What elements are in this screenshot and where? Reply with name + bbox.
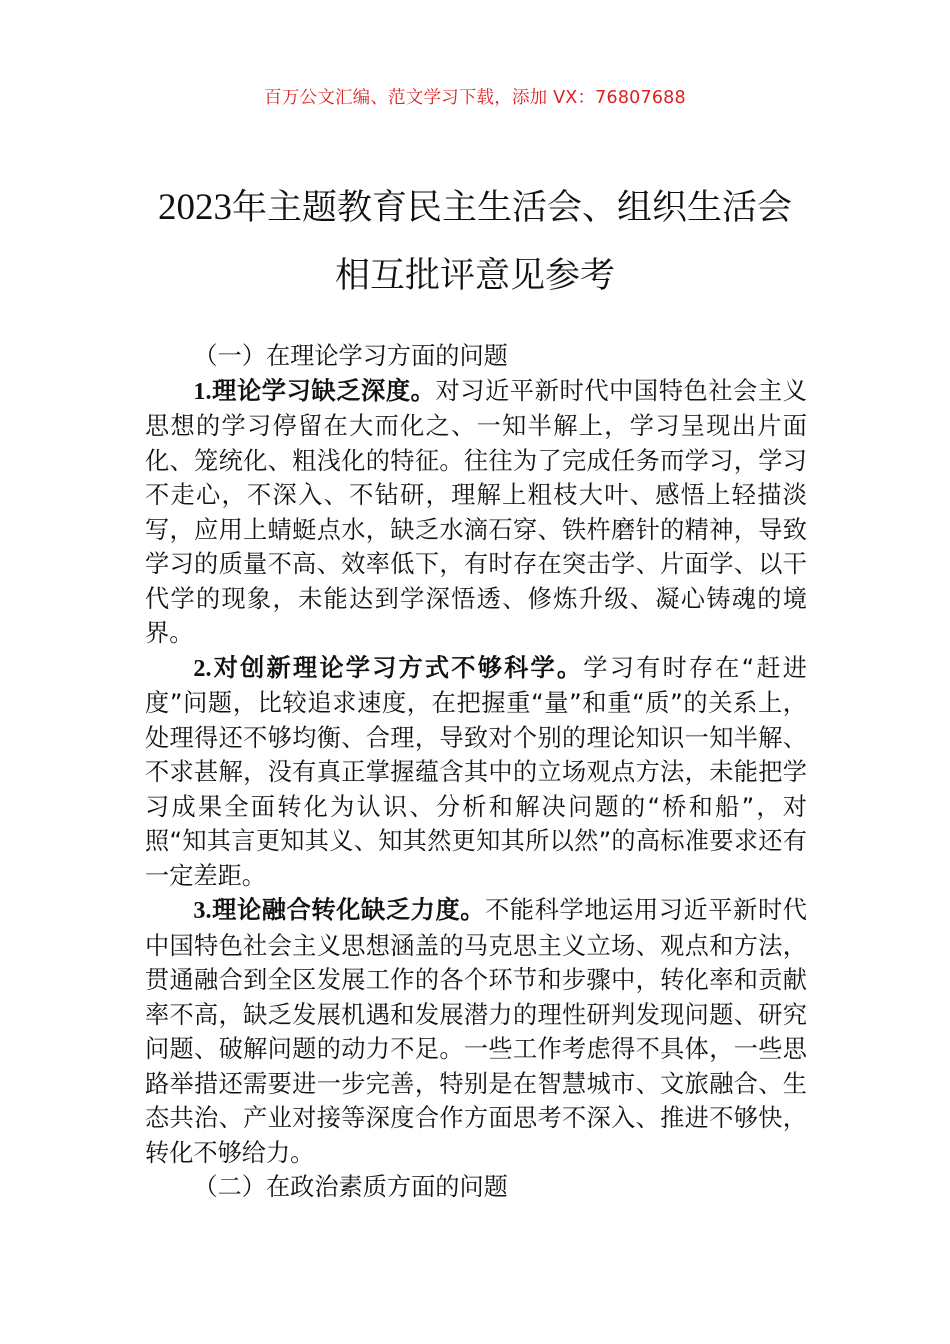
promo-header: 百万公文汇编、范文学习下载，添加 VX：76807688 — [264, 88, 686, 108]
item-body: 不能科学地运用习近平新时代中国特色社会主义思想涵盖的马克思主义立场、观点和方法，贯通融合到全区发展工作的各个环节和步骤中，转化率和贡献率不高，缺乏发展机遇和发展潜力的理性研判发现问题、研究问题、破解问题的动力不足。一些工作考虑得不具体，一些思路举措还需要进一步完善，特别是在智慧城市、文旅融合、生态共治、产业对接等深度合作方面思考不深入、推进不够快，转化不够给力。 — [145, 896, 807, 1167]
document-title-line-2: 相互批评意见参考 — [334, 256, 615, 296]
document-body — [145, 339, 807, 1205]
item-lead: 1.理论学习缺乏深度。 — [193, 376, 436, 405]
item-body: 对习近平新时代中国特色社会主义思想的学习停留在大而化之、一知半解上，学习呈现出片面化、笼统化、粗浅化的特征。往往为了完成任务而学习，学习不走心，不深入、不钻研，理解上粗枝大叶、感悟上轻描淡写，应用上蜻蜓点水，缺乏水滴石穿、铁杵磨针的精神，导致学习的质量不高、效率低下，有时存在突击学、片面学、以干代学的现象，未能达到学深悟透、修炼升级、凝心铸魂的境界。 — [145, 376, 807, 647]
item-body: 学习有时存在“赶进度”问题，比较追求速度，在把握重“量”和重“质”的关系上，处理得还不够均衡、合理，导致对个别的理论知识一知半解、不求甚解，没有真正掌握蕴含其中的立场观点方法，未能把学习成果全面转化为认识、分析和解决问题的“桥和船”，对照“知其言更知其义、知其然更知其所以然”的高标准要求还有一定差距。 — [145, 653, 807, 890]
title-year: 2023 — [157, 187, 232, 228]
item-lead: 2.对创新理论学习方式不够科学。 — [193, 653, 584, 682]
paragraph-item-3 — [145, 893, 807, 1170]
item-lead: 3.理论融合转化缺乏力度。 — [193, 896, 486, 924]
paragraph-item-2 — [145, 651, 807, 894]
document-title-line-1 — [0, 180, 950, 230]
section-heading-2: （二）在政治素质方面的问题 — [193, 1173, 508, 1201]
section-heading-1: （一）在理论学习方面的问题 — [193, 342, 508, 370]
title-text: 年主题教育民主生活会、组织生活会 — [231, 188, 792, 228]
paragraph-item-1 — [145, 374, 807, 651]
